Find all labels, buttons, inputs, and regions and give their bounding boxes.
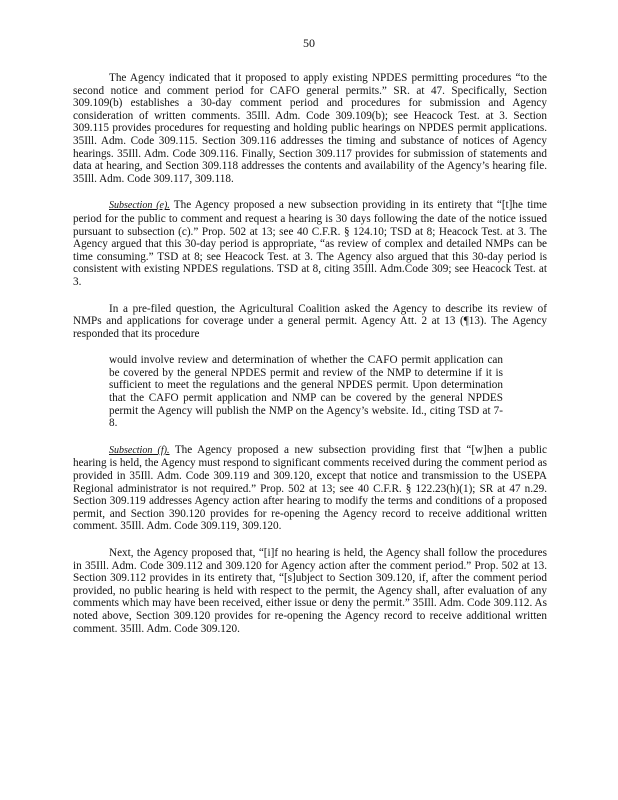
page-number: 50	[303, 36, 315, 50]
paragraph-no-hearing: Next, the Agency proposed that, “[i]f no hearing is held, the Agency shall follow the procedures in 35Ill. Adm. Code 309.112 and 309.120 for Agency action after the comment period.” Prop. 502 at 13. Section 309.112 provides in its entirety that, “[s]ubject to Section 309.120, if, after the comment period provided, no public hearing is held with respect to the permit, the Agency shall, after evaluation of any comments which may have been received, either issue or deny the permit.” 35Ill. Adm. Code 309.112. As noted above, Section 309.120 provides for re-opening the Agency record to receive additional written comment. 35Ill. Adm. Code 309.120.	[73, 547, 547, 635]
subsection-f-text: The Agency proposed a new subsection providing first that “[w]hen a public hearing is held, the Agency must respond to significant comments received during the comment period as provided in 35Ill. Adm. Code 309.119 and 309.120, except that notice and transmission to the USEPA Regional administrator is not required.” Prop. 502 at 13; see 40 C.F.R. § 122.23(h)(1); SR at 47 n.29. Section 309.119 addresses Agency action after hearing to modify the terms and conditions of a proposed permit, and Section 390.120 provides for re-opening the Agency record to receive additional written comment. 35Ill. Adm. Code 309.119, 309.120.	[73, 443, 548, 533]
block-quote-agency-response: would involve review and determination of whether the CAFO permit application can be covered by the general NPDES permit and review of the NMP to determine if it is sufficient to meet the regulations and the general NPDES permit. Upon determination that the CAFO permit application and NMP can be covered by the general NPDES permit the Agency will publish the NMP on the Agency’s website. Id., citing TSD at 7-8.	[109, 354, 503, 430]
paragraph-prefiled-question: In a pre-filed question, the Agricultural Coalition asked the Agency to describe its review of NMPs and applications for coverage under a general permit. Agency Att. 2 at 13 (¶13). The Agency responded that its procedure	[73, 302, 547, 340]
paragraph-subsection-f	[73, 444, 547, 533]
subsection-e-heading: Subsection (e).	[109, 200, 170, 212]
subsection-f-heading: Subsection (f).	[109, 444, 170, 456]
document-body	[73, 72, 547, 649]
paragraph-second-notice: The Agency indicated that it proposed to apply existing NPDES permitting procedures “to the second notice and comment period for CAFO general permits.” SR. at 47. Specifically, Section 309.109(b) establishes a 30-day comment period and procedures for submission and Agency consideration of written comments. 35Ill. Adm. Code 309.109(b); see Heacock Test. at 3. Section 309.115 provides procedures for requesting and holding public hearings on NPDES permit applications. 35Ill. Adm. Code 309.115. Section 309.116 addresses the timing and substance of notices of Agency hearings. 35Ill. Adm. Code 309.116. Finally, Section 309.117 provides for submission of statements and data at hearing, and Section 309.118 addresses the contents and availability of the Agency’s hearing file. 35Ill. Adm. Code 309.117, 309.118.	[73, 72, 547, 185]
paragraph-subsection-e	[73, 199, 547, 288]
subsection-e-text: The Agency proposed a new subsection providing in its entirety that “[t]he time period for the public to comment and request a hearing is 30 days following the date of the notice issued pursuant to subsection (c).” Prop. 502 at 13; see 40 C.F.R. § 124.10; TSD at 8; Heacock Test. at 3. The Agency argued that this 30-day period is appropriate, “as review of complex and detailed NMPs can be time consuming.” TSD at 8; see Heacock Test. at 3. The Agency also argued that this 30-day period is consistent with existing NPDES regulations. TSD at 8, citing 35Ill. Adm.Code 309; see Heacock Test. at 3.	[73, 199, 547, 288]
